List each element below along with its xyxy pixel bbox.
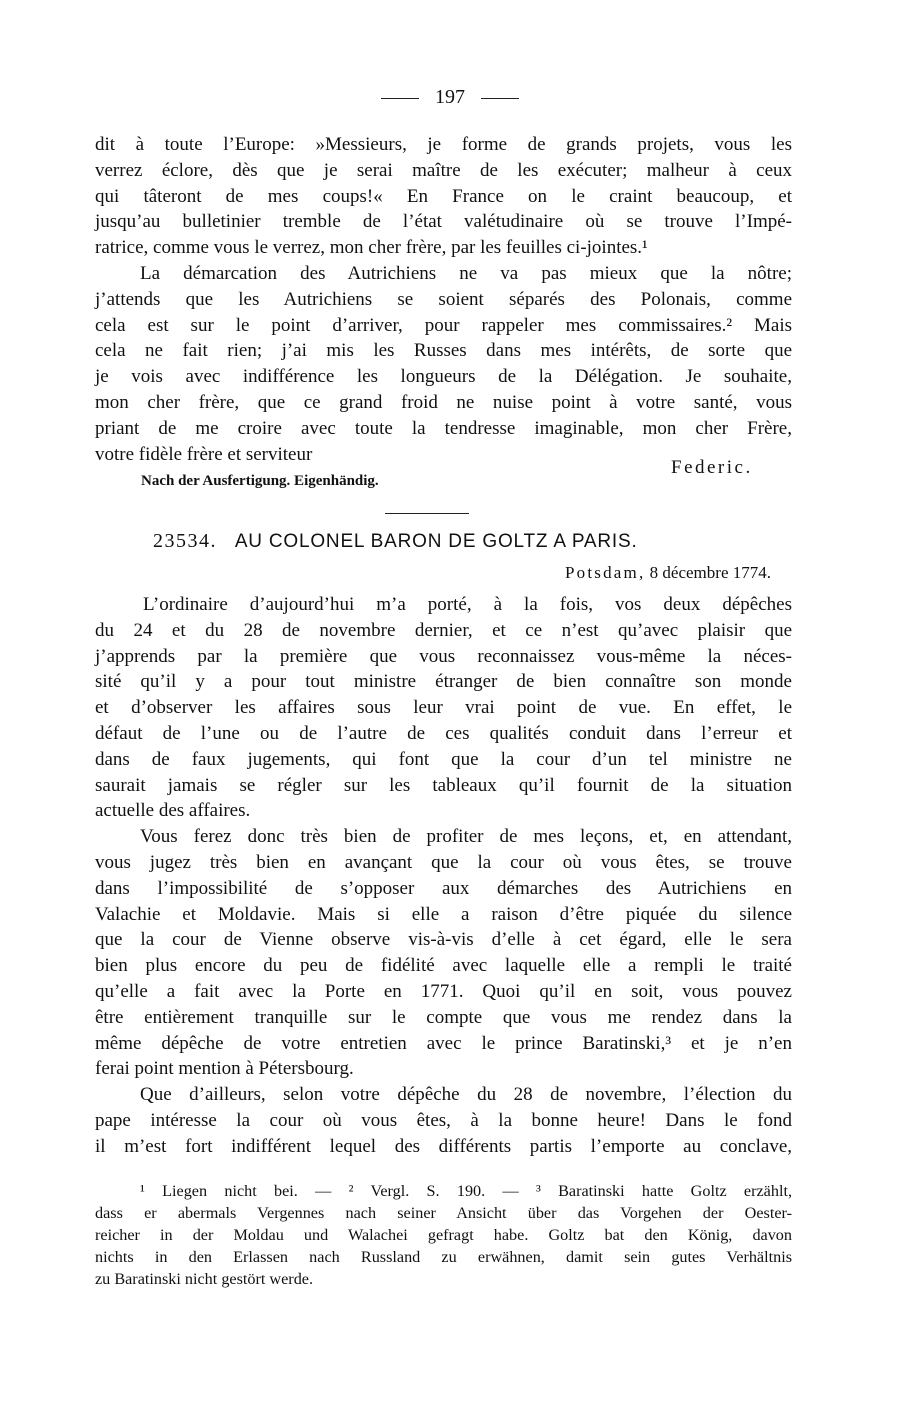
text-line: dit à toute l’Europe: »Messieurs, je forme de grands projets, vous les	[95, 134, 792, 155]
text-line: saurait jamais se régler sur les tableaux qu’il fournit de la situation	[95, 774, 792, 796]
text-line: Vous ferez donc très bien de profiter de mes leçons, et, en attendant,	[140, 826, 792, 848]
text-line: sité qu’il y a pour tout ministre étranger de bien connaître son monde	[95, 671, 792, 693]
text-line: La démarcation des Autrichiens ne va pas mieux que la nôtre;	[140, 262, 792, 284]
text-line: dans l’impossibilité de s’opposer aux démarches des Autrichiens en	[95, 877, 792, 899]
header-rule-right	[481, 98, 519, 99]
text-line: ratrice, comme vous le verrez, mon cher frère, par les feuilles ci-jointes.¹	[95, 237, 648, 259]
text-line: je vois avec indifférence les longueurs de la Délégation. Je souhaite,	[95, 366, 792, 388]
text-line: qui tâteront de mes coups!« En France on le craint beaucoup, et	[95, 185, 792, 207]
dateline	[0, 563, 771, 583]
text-line: que la cour de Vienne observe vis-à-vis d’elle à cet égard, elle le sera	[95, 929, 792, 951]
text-line: L’ordinaire d’aujourd’hui m’a porté, à la fois, vos deux dépêches	[143, 594, 792, 615]
page-header	[0, 86, 900, 109]
text-line: qu’elle a fait avec la Porte en 1771. Quoi qu’il en soit, vous pouvez	[95, 980, 792, 1002]
document-number: 23534.	[153, 530, 217, 552]
text-line: j’apprends par la première que vous reconnaissez vous-même la néces-	[95, 645, 792, 667]
text-line: Valachie et Moldavie. Mais si elle a raison d’être piquée du silence	[95, 903, 792, 925]
document-title: AU COLONEL BARON DE GOLTZ A PARIS.	[234, 531, 638, 552]
text-line: pape intéresse la cour où vous êtes, à la bonne heure! Dans le fond	[95, 1109, 792, 1131]
text-line: vous jugez très bien en avançant que la cour où vous êtes, se trouve	[95, 851, 792, 873]
footnote-line: reicher in der Moldau und Walachei gefragt habe. Goltz bat den König, davon	[95, 1226, 792, 1244]
text-line: du 24 et du 28 de novembre dernier, et ce n’est qu’avec plaisir que	[95, 619, 792, 641]
text-line: être entièrement tranquille sur le compte que vous me rendez dans la	[95, 1006, 792, 1028]
text-line: votre fidèle frère et serviteur	[95, 443, 313, 465]
text-line: même dépêche de votre entretien avec le prince Baratinski,³ et je n’en	[95, 1032, 792, 1054]
text-line: bien plus encore du peu de fidélité avec laquelle elle a rempli le traité	[95, 955, 792, 977]
text-line: jusqu’au bulletinier tremble de l’état valétudinaire où se trouve l’Impé-	[95, 211, 792, 233]
text-line: cela est sur le point d’arriver, pour rappeler mes commissaires.² Mais	[95, 314, 792, 336]
text-line: priant de me croire avec toute la tendresse imaginable, mon cher Frère,	[95, 417, 792, 439]
page-number: 197	[435, 86, 465, 108]
section-divider	[385, 513, 469, 514]
footnote-line: dass er abermals Vergennes nach seiner Ansicht über das Vorgehen der Oester-	[95, 1204, 792, 1222]
text-line: et d’observer les affaires sous leur vrai point de vue. En effet, le	[95, 697, 792, 719]
header-rule-left	[381, 98, 419, 99]
text-line: cela ne fait rien; j’ai mis les Russes dans mes intérêts, de sorte que	[95, 340, 792, 362]
text-line: il m’est fort indifférent lequel des différents partis l’emporte au conclave,	[95, 1135, 792, 1157]
dateline-place: Potsdam,	[565, 563, 646, 582]
text-line: Que d’ailleurs, selon votre dépêche du 28 de novembre, l’élection du	[140, 1084, 792, 1106]
footnote-line: zu Baratinski nicht gestört werde.	[95, 1270, 314, 1288]
footnote-line: ¹ Liegen nicht bei. — ² Vergl. S. 190. — ³ Baratinski hatte Goltz erzählt,	[140, 1182, 792, 1200]
text-line: dans de faux jugements, qui font que la cour d’un tel ministre ne	[95, 748, 792, 770]
text-line: défaut de l’une ou de l’autre de ces qualités conduit dans l’erreur et	[95, 722, 792, 744]
document-body	[95, 592, 792, 1160]
source-note: Nach der Ausfertigung. Eigenhändig.	[141, 473, 379, 489]
text-line: j’attends que les Autrichiens se soient séparés des Polonais, comme	[95, 288, 792, 310]
signature: Federic.	[671, 457, 753, 478]
dateline-date: 8 décembre 1774.	[649, 563, 771, 582]
letter-continuation	[95, 132, 792, 467]
text-line: mon cher frère, que ce grand froid ne nuise point à votre santé, vous	[95, 391, 792, 413]
text-line: actuelle des affaires.	[95, 800, 251, 822]
text-line: ferai point mention à Pétersbourg.	[95, 1058, 354, 1080]
text-line: verrez éclore, dès que je serai maître de les exécuter; malheur à ceux	[95, 159, 792, 181]
document-heading	[153, 530, 638, 553]
footnotes	[95, 1180, 792, 1290]
footnote-line: nichts in den Erlassen nach Russland zu erwähnen, damit sein gutes Verhältnis	[95, 1248, 792, 1266]
